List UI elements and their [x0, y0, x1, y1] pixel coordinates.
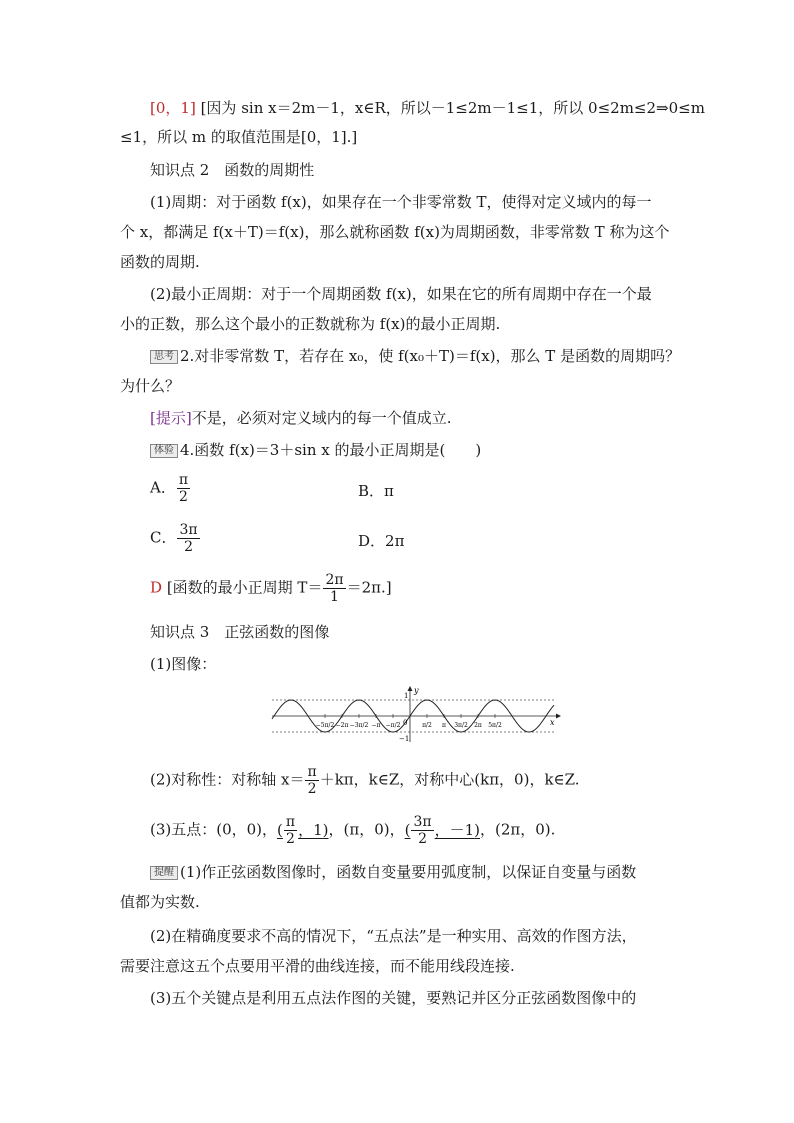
remind-2b: 需要注意这五个点要用平滑的曲线连接，而不能用线段连接. [120, 957, 515, 975]
option-c-fraction: $\frac{3\pi}{2}$ [179, 522, 198, 555]
x-tick-label: −π [371, 722, 381, 729]
sine-graph [268, 684, 562, 746]
x-tick-label: −2π [335, 722, 349, 729]
answer-line-1 [150, 98, 705, 118]
y-axis-arrow [408, 686, 413, 691]
exp-question [150, 440, 481, 460]
x-tick-label: −π/2 [385, 722, 401, 729]
kp3-five-points: (3)五点：(0，0)，( $\frac{\pi}{2}$ ，1)，(π，0)，( $\frac{3\pi}{2}$ ，－1)，(2π，0). [150, 814, 556, 847]
kp3-symmetry: (2)对称性：对称轴 x＝ $\frac{\pi}{2}$ ＋kπ，k∈Z，对称中心(kπ，0)，k∈Z. [150, 764, 580, 797]
think-question-text: 2.对非零常数 T，若存在 x₀，使 f(x₀＋T)＝f(x)，那么 T 是函数的周期吗？ [180, 347, 681, 365]
x-axis-label: x [550, 718, 555, 727]
x-tick-label: π/2 [422, 722, 432, 729]
kp2-title: 知识点 2 函数的周期性 [150, 161, 315, 179]
think-question-2: 为什么？ [120, 377, 181, 395]
x-tick-label: −5π/2 [315, 722, 335, 729]
answer-label: [0，1] [150, 99, 196, 117]
hint-label: [提示] [150, 409, 192, 427]
x-tick-label: 3π/2 [454, 722, 468, 729]
option-b: B．π [358, 482, 394, 500]
exp-tag: 体验 [150, 444, 178, 458]
x-tick-label: −3π/2 [349, 722, 369, 729]
think-hint [150, 408, 452, 428]
kp3-graph-label: (1)图像： [150, 655, 217, 673]
exp-answer-label: D [150, 578, 163, 597]
kp2-minperiod-1: (2)最小正周期：对于一个周期函数 f(x)，如果在它的所有周期中存在一个最 [150, 285, 652, 303]
kp2-minperiod-2: 小的正数，那么这个最小的正数就称为 f(x)的最小正周期. [120, 315, 501, 333]
exp-answer: D [函数的最小正周期 T＝ $\frac{2\pi}{1}$ ＝2π.] [150, 572, 392, 605]
kp3-title: 知识点 3 正弦函数的图像 [150, 623, 330, 641]
hint-text: 不是，必须对定义域内的每一个值成立. [191, 409, 452, 427]
origin-label: 0 [403, 719, 408, 727]
remind-1: 提醒 (1)作正弦函数图像时，函数自变量要用弧度制，以保证自变量与函数 [150, 862, 636, 882]
x-tick-label: π [442, 722, 446, 729]
y-top-label: 1 [404, 692, 409, 700]
remind-1b: 值都为实数. [120, 893, 200, 911]
option-d: D．2π [358, 532, 405, 550]
remind-tag: 提醒 [150, 866, 178, 880]
kp2-period-1: (1)周期：对于函数 f(x)，如果存在一个非零常数 T，使得对定义域内的每一 [150, 193, 652, 211]
answer-explanation-2: ≤1，所以 m 的取值范围是[0，1].] [120, 128, 358, 146]
remind-3: (3)五个关键点是利用五点法作图的关键，要熟记并区分正弦函数图像中的 [150, 989, 637, 1007]
x-tick-label: 2π [474, 722, 482, 729]
symmetry-fraction: $\frac{\pi}{2}$ [307, 764, 317, 797]
y-bottom-label: −1 [399, 735, 410, 743]
think-tag: 思考 [150, 350, 178, 364]
option-c: C． $\frac{3\pi}{2}$ [150, 522, 198, 555]
option-a: A． $\frac{\pi}{2}$ [150, 472, 189, 505]
think-question-1 [150, 346, 680, 366]
x-axis-arrow [556, 714, 561, 719]
x-tick-label: 5π/2 [488, 722, 502, 729]
remind-2: (2)在精确度要求不高的情况下，“五点法”是一种实用、高效的作图方法， [150, 927, 637, 945]
kp2-period-3: 函数的周期. [120, 253, 200, 271]
y-axis-label: y [414, 686, 419, 695]
point-pi-over-2: ( $\frac{\pi}{2}$ ，1) [277, 814, 329, 847]
kp2-period-2: 个 x，都满足 f(x＋T)＝f(x)，那么就称函数 f(x)为周期函数，非零常数 T 称为这个 [120, 223, 670, 241]
exp-question-text: 4.函数 f(x)＝3＋sin x 的最小正周期是( ) [180, 441, 482, 459]
exp-answer-fraction: $\frac{2\pi}{1}$ [325, 572, 344, 605]
point-3pi-over-2: ( $\frac{3\pi}{2}$ ，－1) [404, 814, 480, 847]
answer-explanation-1: [因为 sin x＝2m－1，x∈R，所以－1≤2m－1≤1，所以 0≤2m≤2⇒0≤m [200, 99, 705, 117]
option-a-fraction: $\frac{\pi}{2}$ [178, 472, 189, 505]
